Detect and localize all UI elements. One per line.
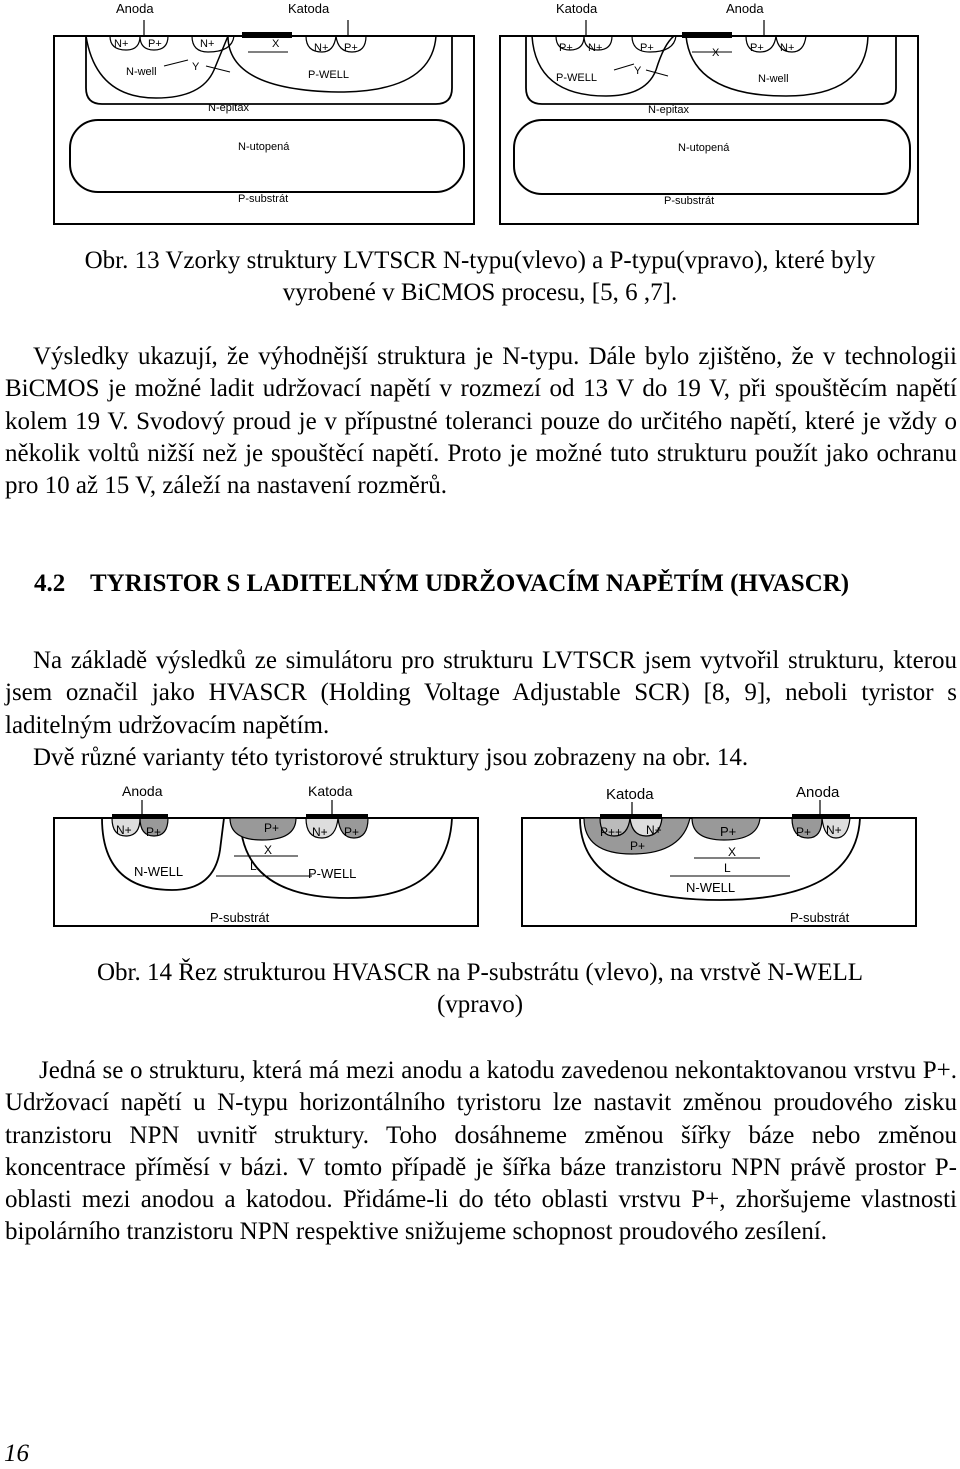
caption-line: Obr. 13 Vzorky struktury LVTSCR N-typu(vlevo) a P-typu(vpravo), které byly	[84, 247, 876, 274]
n-plus-label: N+	[588, 42, 603, 54]
n-epitax-label: N-epitax	[648, 104, 689, 116]
n-well-label: N-WELL	[686, 880, 736, 895]
x-label: X	[264, 843, 273, 857]
caption-line: Obr. 14 Řez strukturou HVASCR na P-substrátu (vlevo), na vrstvě N-WELL	[96, 959, 864, 986]
p-plus-label: P+	[559, 42, 573, 54]
y-arrow-left	[164, 60, 188, 66]
l-label: L	[250, 859, 257, 873]
figure-14-caption	[0, 957, 960, 1021]
p-well-label: P-WELL	[556, 72, 597, 84]
p-well-label: P-WELL	[308, 866, 357, 881]
buried-layer	[70, 120, 464, 192]
n-plus-label: N+	[200, 38, 215, 50]
cathode-contact	[306, 814, 368, 819]
y-arrow-left	[614, 64, 634, 70]
p-plus-mid-diffusion	[230, 818, 296, 840]
n-epitax-label: N-epitax	[208, 102, 249, 114]
p-plus-label: P+	[146, 825, 162, 839]
n-plus-label: N+	[114, 38, 129, 50]
p-substrat-label: P-substrát	[238, 193, 289, 205]
n-well-label: N-well	[758, 73, 789, 85]
page-number: 16	[4, 1440, 29, 1467]
p-substrat-label: P-substrát	[790, 910, 850, 925]
n-plus-label: N+	[116, 823, 132, 837]
figure-13-right-diagram	[496, 0, 922, 228]
p-plus-label: P+	[640, 42, 654, 54]
p-plus-label: P+	[264, 821, 280, 835]
cathode-label: Katoda	[606, 786, 654, 803]
buried-layer	[514, 120, 910, 194]
p-plus-label: P+	[796, 825, 812, 839]
l-label: L	[724, 861, 731, 875]
n-plus-label: N+	[314, 42, 329, 54]
section-title: TYRISTOR S LADITELNÝM UDRŽOVACÍM NAPĚTÍM (HVASCR)	[90, 570, 850, 597]
p-plus-label: P+	[750, 42, 764, 54]
p-plus-plus-label: P++	[600, 825, 623, 839]
x-label: X	[272, 38, 280, 50]
anode-contact	[112, 814, 168, 819]
gate-electrode	[242, 32, 292, 38]
x-label: X	[712, 47, 720, 59]
caption-line: vyrobené v BiCMOS procesu, [5, 6 ,7].	[282, 279, 678, 306]
paragraph-explanation: Jedná se o strukturu, která má mezi anodu a katodu zavedenou nekontaktovanou vrstvu P+. Udržovací napětí u N-typu horizontálního tyristoru lze nastavit změnou proudového zisku tranzistoru NPN uvnitř struktury. Toho dosáhneme změnou šířky báze nebo změnou koncentrace příměsí v bázi. V tomto případě je šířka báze tranzistoru NPN právě prostor P-oblasti mezi anodou a katodou. Přidáme-li do této oblasti vrstvu P+, zhoršujeme vlastnosti bipolárního tranzistoru NPN respektive snižujeme schopnost proudového zesílení.	[5, 1057, 957, 1246]
p-substrat-label: P-substrát	[210, 910, 270, 925]
section-heading	[34, 568, 956, 600]
anode-label: Anoda	[726, 1, 764, 16]
y-label: Y	[192, 61, 200, 73]
anode-label: Anoda	[116, 1, 154, 16]
section-number: 4.2	[34, 570, 66, 597]
y-label: Y	[634, 65, 642, 77]
n-utopena-label: N-utopená	[678, 142, 730, 154]
y-arrow-right	[206, 66, 230, 72]
p-plus-label: P+	[344, 42, 358, 54]
anode-label: Anoda	[796, 784, 840, 801]
n-plus-label: N+	[312, 825, 328, 839]
y-arrow-right	[646, 70, 668, 76]
n-plus-label: N+	[780, 42, 795, 54]
n-well-label: N-well	[126, 66, 157, 78]
p-plus-label: P+	[720, 824, 737, 839]
caption-line: (vpravo)	[436, 991, 524, 1018]
n-well-label: N-WELL	[134, 864, 184, 879]
x-label: X	[728, 845, 737, 859]
p-substrat-label: P-substrát	[664, 195, 715, 207]
paragraph-hvascr-intro: Na základě výsledků ze simulátoru pro strukturu LVTSCR jsem vytvořil strukturu, kterou jsem označil jako HVASCR (Holding Voltage Adjustable SCR) [8, 9], neboli tyristor s laditelným udržovacím napětím.	[5, 647, 957, 739]
p-plus-label: P+	[148, 38, 162, 50]
n-plus-label: N+	[646, 823, 662, 837]
paragraph-results: Výsledky ukazují, že výhodnější struktura je N-typu. Dále bylo zjištěno, že v technologii BiCMOS je možné ladit udržovací napětí v rozmezí od 13 V do 19 V, při spouštěcím napětí kolem 19 V. Svodový proud je v přípustné toleranci pouze do určitého napětí, které je vždy o několik voltů nižší než je spouštěcí napětí. Proto je možné tuto strukturu použít jako ochranu pro 10 až 15 V, záleží na nastavení rozměrů.	[5, 343, 957, 500]
cathode-label: Katoda	[308, 783, 353, 799]
cathode-label: Katoda	[556, 1, 598, 16]
figure-14-left-diagram	[52, 780, 482, 930]
n-plus-label: N+	[826, 823, 842, 837]
p-plus-label: P+	[630, 839, 646, 853]
cathode-contact	[600, 814, 662, 819]
p-plus-diffusion	[632, 36, 676, 52]
gate-electrode	[682, 32, 732, 38]
n-utopena-label: N-utopená	[238, 141, 290, 153]
n-well-region	[686, 36, 868, 96]
cathode-label: Katoda	[288, 1, 330, 16]
anode-contact	[792, 814, 850, 819]
figure-13-left-diagram	[52, 0, 478, 228]
paragraph-variants: Dvě různé varianty této tyristorové struktury jsou zobrazeny na obr. 14.	[33, 744, 749, 771]
anode-label: Anoda	[122, 783, 163, 799]
figure-14-right-diagram	[520, 780, 920, 930]
figure-13-caption	[0, 245, 960, 309]
p-well-region	[228, 36, 436, 92]
p-well-label: P-WELL	[308, 69, 349, 81]
p-plus-label: P+	[344, 825, 360, 839]
